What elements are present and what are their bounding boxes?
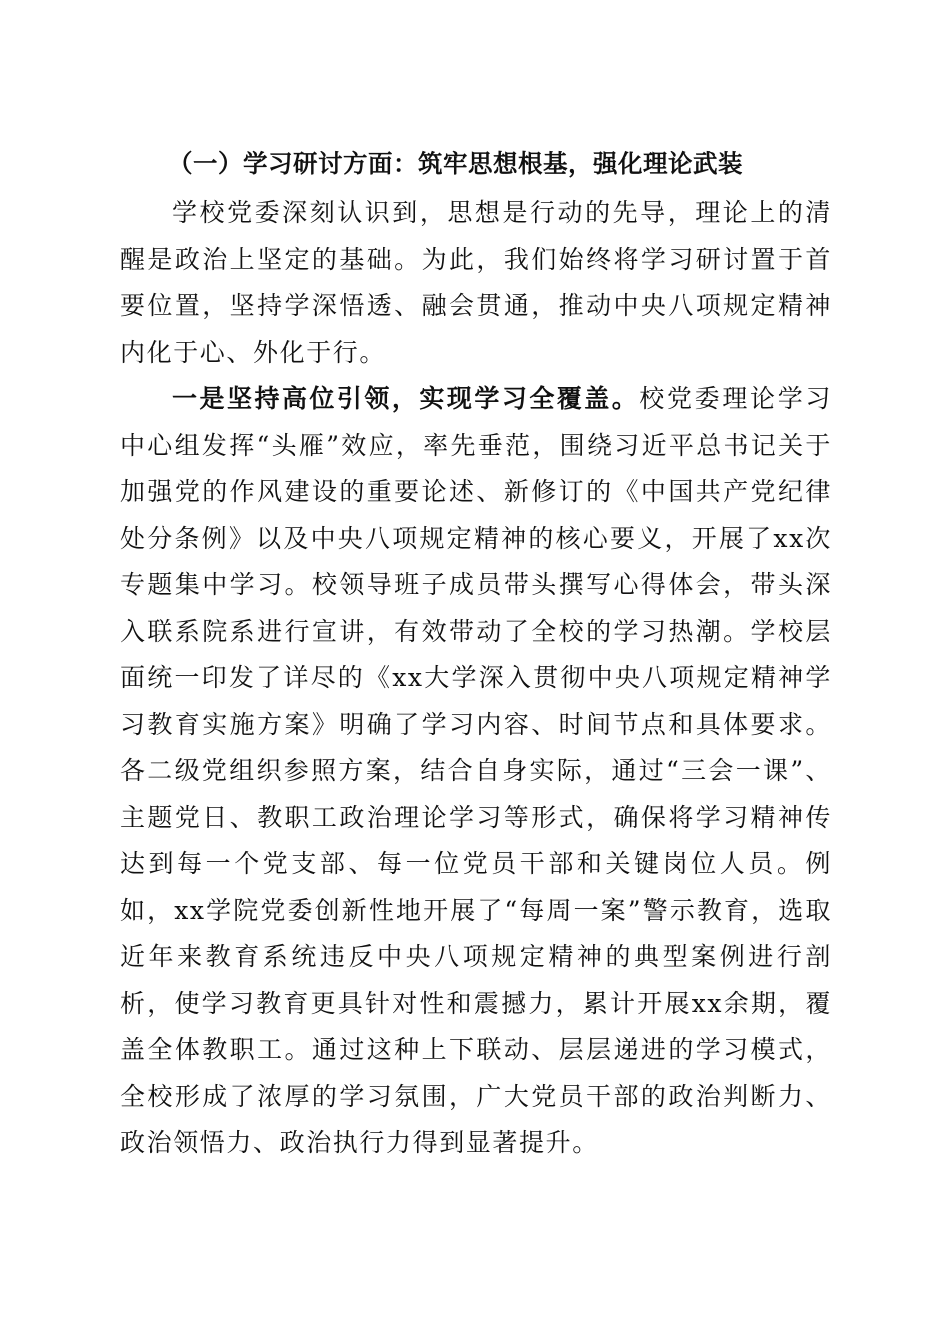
study-coverage-paragraph bbox=[120, 376, 832, 1167]
paragraph-body: 校党委理论学习中心组发挥“头雁”效应，率先垂范，围绕习近平总书记关于加强党的作风建设的重要论述、新修订的《中国共产党纪律处分条例》以及中央八项规定精神的核心要义，开展了xx次专题集中学习。校领导班子成员带头撰写心得体会，带头深入联系院系进行宣讲，有效带动了全校的学习热潮。学校层面统一印发了详尽的《xx大学深入贯彻中央八项规定精神学习教育实施方案》明确了学习内容、时间节点和具体要求。各二级党组织参照方案，结合自身实际，通过“三会一课”、主题党日、教职工政治理论学习等形式，确保将学习精神传达到每一个党支部、每一位党员干部和关键岗位人员。例如，xx学院党委创新性地开展了“每周一案”警示教育，选取近年来教育系统违反中央八项规定精神的典型案例进行剖析，使学习教育更具针对性和震撼力，累计开展xx余期，覆盖全体教职工。通过这种上下联动、层层递进的学习模式，全校形成了浓厚的学习氛围，广大党员干部的政治判断力、政治领悟力、政治执行力得到显著提升。 bbox=[120, 384, 832, 1157]
intro-paragraph bbox=[120, 190, 832, 376]
paragraph-body: 学校党委深刻认识到，思想是行动的先导，理论上的清醒是政治上坚定的基础。为此，我们始终将学习研讨置于首要位置，坚持学深悟透、融会贯通，推动中央八项规定精神内化于心、外化于行。 bbox=[120, 198, 832, 367]
section-heading: （一）学习研讨方面：筑牢思想根基，强化理论武装 bbox=[168, 149, 743, 178]
document-body bbox=[120, 144, 832, 1167]
paragraph-lead: 一是坚持高位引领，实现学习全覆盖。 bbox=[172, 384, 640, 413]
